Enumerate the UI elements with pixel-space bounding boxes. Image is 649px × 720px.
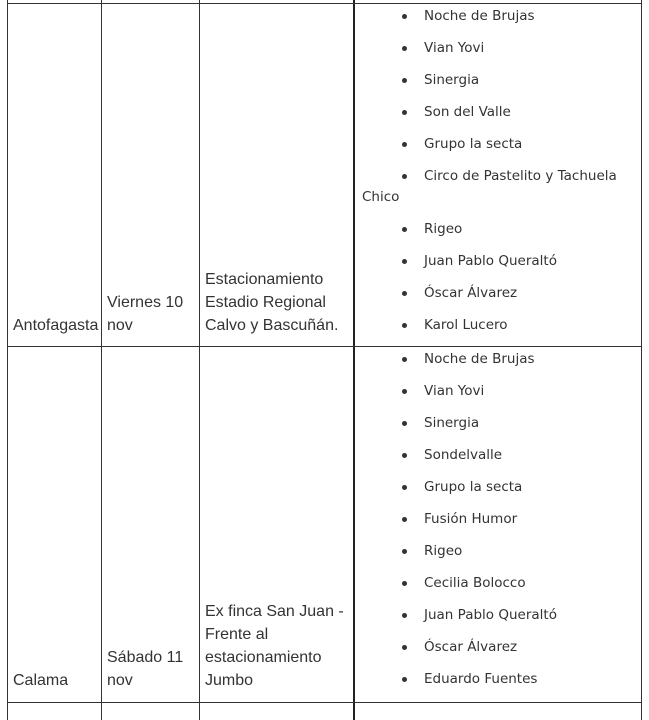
bullet-icon (402, 46, 407, 51)
list-item (362, 166, 642, 208)
bullet-icon (402, 645, 407, 650)
bullet-icon (402, 323, 407, 328)
artist-name: Sinergia (424, 415, 480, 431)
list-item (362, 38, 642, 59)
artist-name: Grupo la secta (424, 136, 523, 152)
bullet-icon (402, 174, 407, 179)
list-item (362, 381, 642, 402)
artist-name: Vian Yovi (424, 40, 485, 56)
list-item (362, 134, 642, 155)
artist-name: Rigeo (424, 543, 463, 559)
artist-name: Fusión Humor (424, 511, 518, 527)
venue-cell: Ex finca San Juan - Frente al estacionamiento Jumbo (205, 603, 344, 689)
list-item (362, 669, 642, 690)
artist-name: Juan Pablo Queraltó (424, 253, 557, 269)
list-item (362, 605, 642, 626)
artist-name: Karol Lucero (424, 317, 508, 333)
bullet-icon (402, 78, 407, 83)
bullet-icon (402, 227, 407, 232)
list-item (362, 283, 642, 304)
row-divider (8, 702, 641, 703)
list-item (362, 413, 642, 434)
artist-name: Óscar Álvarez (424, 639, 518, 655)
bullet-icon (402, 613, 407, 618)
list-item (362, 637, 642, 658)
list-item (362, 70, 642, 91)
bullet-icon (402, 581, 407, 586)
list-item (362, 541, 642, 562)
bullet-icon (402, 259, 407, 264)
city-cell: Antofagasta (13, 317, 99, 334)
bullet-icon (402, 677, 407, 682)
artist-name: Sinergia (424, 72, 480, 88)
date-cell: Sábado 11 nov (107, 649, 184, 689)
bullet-icon (402, 549, 407, 554)
artist-name: Sondelvalle (424, 447, 503, 463)
list-item (362, 509, 642, 530)
list-item (362, 573, 642, 594)
artist-name: Óscar Álvarez (424, 285, 518, 301)
artist-name: Circo de Pastelito y Tachuela Chico (362, 168, 617, 205)
bullet-icon (402, 485, 407, 490)
list-item (362, 315, 642, 336)
city-cell: Calama (13, 672, 69, 689)
list-item (362, 219, 642, 240)
artist-name: Cecilia Bolocco (424, 575, 526, 591)
artist-name: Eduardo Fuentes (424, 671, 538, 687)
bullet-icon (402, 110, 407, 115)
list-item (362, 251, 642, 272)
date-cell: Viernes 10 nov (107, 294, 184, 334)
bullet-icon (402, 357, 407, 362)
artist-name: Rigeo (424, 221, 463, 237)
venue-cell: Estacionamiento Estadio Regional Calvo y Bascuñán. (205, 271, 339, 334)
artist-name: Son del Valle (424, 104, 511, 120)
artist-list (362, 349, 642, 701)
bullet-icon (402, 421, 407, 426)
bullet-icon (402, 389, 407, 394)
bullet-icon (402, 142, 407, 147)
bullet-icon (402, 453, 407, 458)
bullet-icon (402, 517, 407, 522)
artist-name: Grupo la secta (424, 479, 523, 495)
artist-name: Noche de Brujas (424, 351, 535, 367)
list-item (362, 477, 642, 498)
bullet-icon (402, 291, 407, 296)
list-item (362, 445, 642, 466)
list-item (362, 102, 642, 123)
list-item (362, 6, 642, 27)
bullet-icon (402, 14, 407, 19)
artist-list (362, 6, 642, 347)
artist-name: Juan Pablo Queraltó (424, 607, 557, 623)
artist-name: Noche de Brujas (424, 8, 535, 24)
artist-name: Vian Yovi (424, 383, 485, 399)
list-item (362, 349, 642, 370)
